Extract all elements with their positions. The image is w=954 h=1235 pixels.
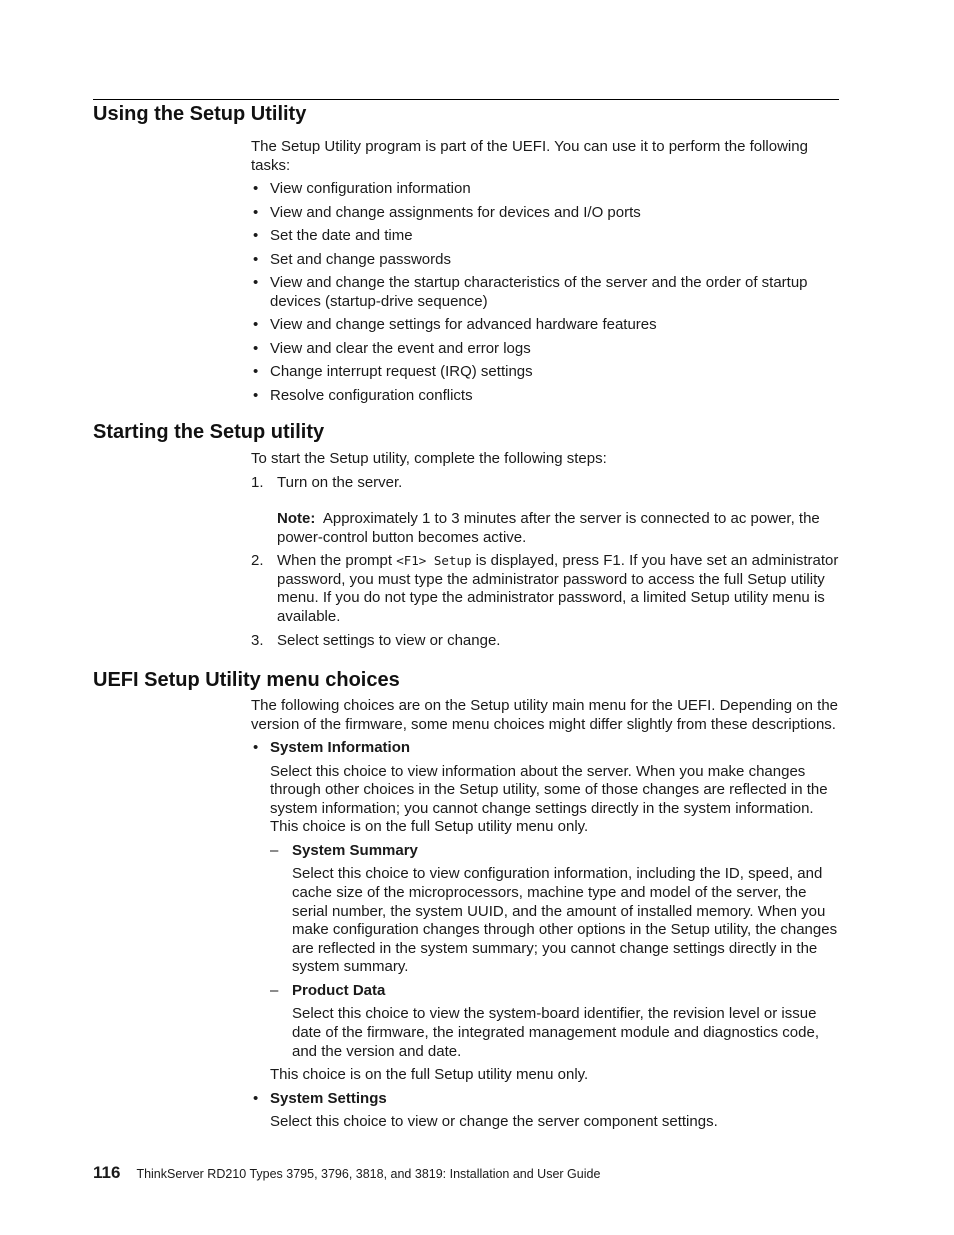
sub-choice-list	[270, 842, 843, 1061]
prompt-code: <F1> Setup	[396, 553, 472, 569]
choice-title: System Information	[270, 739, 411, 757]
step-text: Turn on the server.	[277, 473, 403, 491]
note-text: Approximately 1 to 3 minutes after the server is connected to ac power, the power-control button becomes active.	[277, 510, 820, 546]
list-item: • Resolve configuration conflicts	[251, 387, 843, 406]
step-number: 2.	[251, 552, 264, 570]
uefi-intro: The following choices are on the Setup utility main menu for the UEFI. Depending on the version of the firmware, some menu choices might differ slightly from these descriptions.	[251, 697, 838, 733]
top-rule	[93, 99, 839, 100]
task-list	[251, 180, 843, 405]
section-uefi-body	[251, 697, 843, 1136]
step-number: 1.	[251, 473, 264, 491]
sub-choice-description: Select this choice to view configuration information, including the ID, speed, and cache size of the microprocessors, machine type and model of the server, the serial number, the system UUID, and the amount of installed memory. When you make configuration changes through other options in the Setup utility, the changes are reflected in the system summary; you cannot change settings directly in the system summary.	[292, 865, 838, 976]
starting-intro: To start the Setup utility, complete the following steps:	[251, 450, 607, 467]
step-text: Select settings to view or change.	[277, 631, 501, 649]
note-label: Note:	[277, 510, 316, 528]
choice-description: Select this choice to view or change the server component settings.	[270, 1113, 718, 1130]
step-1	[251, 474, 843, 548]
menu-choice-system-information	[251, 739, 843, 1084]
step-2	[251, 552, 843, 626]
list-item: • Change interrupt request (IRQ) settings	[251, 363, 843, 382]
heading-starting-setup-utility: Starting the Setup utility	[93, 421, 325, 443]
page-footer	[93, 1163, 600, 1183]
sub-choice-system-summary	[270, 842, 843, 977]
note	[277, 510, 843, 547]
list-item: • View and change the startup characteristics of the server and the order of startup devices (startup-drive sequence)	[251, 274, 843, 311]
sub-choice-title: System Summary	[292, 841, 418, 859]
list-item: • Set and change passwords	[251, 251, 843, 270]
step-text-post: is displayed, press F1. If you have set an administrator password, you must type the administrator password to access the full Setup utility menu. If you do not type the administrator password, a limited Setup utility menu is available.	[277, 552, 839, 626]
heading-using-setup-utility: Using the Setup Utility	[93, 103, 307, 125]
choice-description: Select this choice to view information about the server. When you make changes through other choices in the Setup utility, some of those changes are reflected in the system information; you cannot change settings directly in the system information. This choice is on the full Setup utility menu only.	[270, 762, 828, 836]
list-item: • View configuration information	[251, 180, 843, 199]
using-intro: The Setup Utility program is part of the UEFI. You can use it to perform the following tasks:	[251, 138, 808, 174]
list-item: • Set the date and time	[251, 227, 843, 246]
section-starting-body	[251, 450, 843, 655]
choice-closing-note: This choice is on the full Setup utility menu only.	[270, 1066, 589, 1084]
heading-uefi-menu-choices: UEFI Setup Utility menu choices	[93, 669, 400, 691]
choice-title: System Settings	[270, 1089, 387, 1107]
sub-choice-product-data	[270, 982, 843, 1061]
step-3	[251, 632, 843, 651]
sub-choice-title: Product Data	[292, 981, 386, 999]
steps-list	[251, 474, 843, 651]
list-item: • View and clear the event and error logs	[251, 340, 843, 359]
page-number: 116	[93, 1163, 121, 1182]
footer-text: ThinkServer RD210 Types 3795, 3796, 3818, and 3819: Installation and User Guide	[136, 1167, 601, 1181]
menu-choice-system-settings	[251, 1090, 843, 1132]
section-using-body	[251, 138, 843, 410]
list-item: • View and change assignments for devices and I/O ports	[251, 204, 843, 223]
step-number: 3.	[251, 631, 264, 649]
list-item: • View and change settings for advanced hardware features	[251, 316, 843, 335]
step-text-pre: When the prompt	[277, 552, 397, 570]
sub-choice-description: Select this choice to view the system-board identifier, the revision level or issue date of the firmware, the integrated management module and diagnostics code, and the version and date.	[292, 1005, 819, 1060]
menu-choice-list	[251, 739, 843, 1131]
